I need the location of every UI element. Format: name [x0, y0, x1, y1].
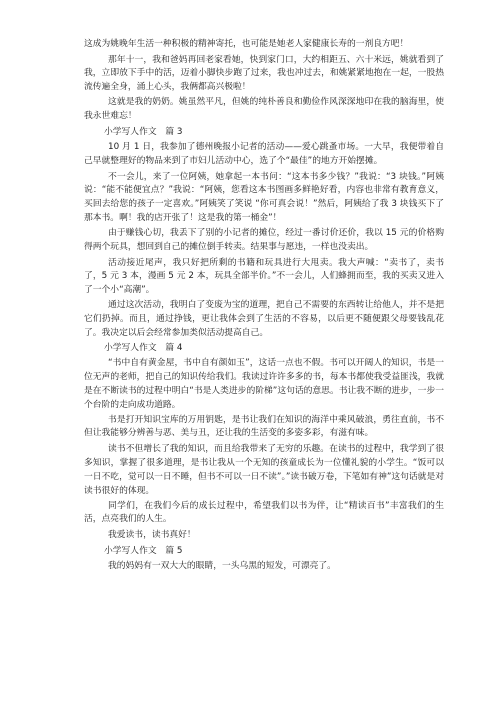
- paragraph-books-joy: 读书不但增长了我的知识，而且给我带来了无穷的乐趣。在读书的过程中，我学到了很多知识，掌握了很多道理，是书让我从一个无知的孩童成长为一位懂礼貌的小学生。“饭可以一日不吃，觉可以一日不睡，但书不可以一日不读”。”读书破万卷，下笔如有神”这句话就是对读书很好的体现。: [84, 444, 444, 496]
- paragraph-intro-end: 这成为姚晚年生活一种积极的精神寄托，也可能是她老人家健康长寿的一剂良方吧！: [84, 39, 409, 49]
- section-heading-3: 小学写人作文 篇 3: [104, 126, 183, 137]
- paragraph-bargain: 由于赚钱心切，我丢下了别的小记者的摊位，经过一番讨价还价，我以 15 元的价格购得两个玩具，想回到自己的摊位倒手转卖。结果事与愿违，一样也没卖出。: [84, 228, 444, 252]
- paragraph-first-sale: 不一会儿，来了一位阿姨，她拿起一本书问：“这本书多少钱？”我说：“3 块钱。”阿姨说：“能不能便宜点？”我说：“阿姨，您看这本书图画多鲜艳好看，内容也非常有教育意义，买回去给您的孩子一定喜欢。”阿姨笑了笑说 “你可真会说！”然后，阿姨给了我 3 块钱买下了那本书。啊！我的店开张了！这是我的第一桶金”！: [84, 171, 444, 223]
- paragraph-sale: 活动接近尾声，我只好把所剩的书籍和玩具进行大甩卖。我大声喊：“卖书了，卖书了，5 元 3 本，漫画 5 元 2 本，玩具全部半价。”不一会儿，人们蜂拥而至，我的买卖又进入了一个小“高潮”。: [84, 257, 444, 296]
- paragraph-lesson: 通过这次活动，我明白了变废为宝的道理，把自己不需要的东西转让给他人，并不是把它们扔掉。而且，通过挣钱，更让我体会到了生活的不容易，以后更不随便跟父母要钱乱花了。我决定以后会经常参加类似活动提高自己。: [84, 300, 444, 338]
- paragraph-mother: 我的妈妈有一双大大的眼睛，一头乌黑的短发，可漂亮了。: [108, 561, 336, 572]
- paragraph-flea-market: 10 月 1 日，我参加了德州晚报小记者的活动——爱心跳蚤市场。一大早，我便带着自己早就整理好的物品来到了市妇儿活动中心，选了个“最佳”的地方开始摆摊。: [84, 142, 444, 166]
- paragraph-books-key: 书是打开知识宝库的万用钥匙，是书让我们在知识的海洋中乘风破浪，勇往直前，书不但让我能够分辨善与恶、美与丑，还让我的生活变的多姿多彩，有滋有味。: [84, 414, 444, 439]
- section-heading-5: 小学写人作文 篇 5: [104, 545, 183, 556]
- paragraph-visit: 那年十一，我和爸妈再回老家看她，快到家门口，大约相距五、六十米远，姚就看到了我，立即放下手中的活，迈着小脚快步跑了过来，我也冲过去，和姚紧紧地抱在一起，一股热流传遍全身，涌上心头，我俩都高兴极啦！: [84, 54, 444, 93]
- section-heading-4: 小学写人作文 篇 4: [104, 342, 183, 353]
- paragraph-classmates: 同学们，在我们今后的成长过程中，希望我们以书为伴，让“精读百书”丰富我们的生活，点亮我们的人生。: [84, 500, 444, 525]
- paragraph-love-reading: 我爱读书，读书真好！: [108, 530, 196, 541]
- paragraph-books-value: “书中自有黄金屋，书中自有颜如玉”，这话一点也不假。书可以开阔人的知识，书是一位无声的老师，把自己的知识传给我们。我读过许许多多的书，每本书都使我受益匪浅，我就是在不断读书的过程中明白“书是人类进步的阶梯”这句话的意思。书让我不断的进步，一步一个台阶的走向成功道路。: [84, 358, 444, 410]
- paragraph-grandma: 这就是我的奶奶。姚虽然平凡，但姚的纯朴善良和勤俭作风深深地印在我的脑海里，使我永世难忘！: [84, 97, 444, 121]
